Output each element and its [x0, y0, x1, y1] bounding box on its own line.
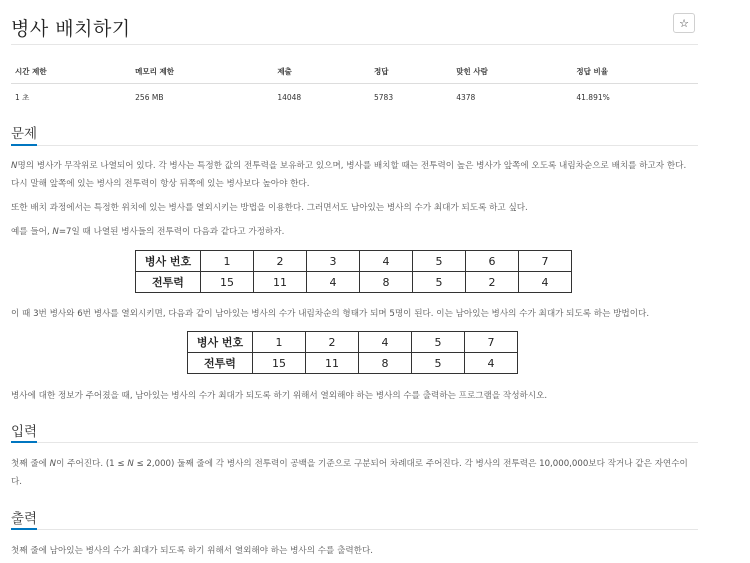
output-section-heading: 출력	[11, 511, 38, 527]
problem-title: 병사 배치하기	[11, 18, 131, 40]
table-cell: 5	[413, 272, 466, 293]
variable-n: N	[49, 459, 57, 469]
table-cell: 3	[307, 251, 360, 272]
table-cell: 2	[466, 272, 519, 293]
description-text: =7일 때 나열된 병사들의 전투력이 다음과 같다고 가정하자.	[58, 227, 285, 237]
table-cell: 5	[412, 353, 465, 374]
table-cell: 6	[466, 251, 519, 272]
table-cell: 4	[359, 332, 412, 353]
description-paragraph-1	[11, 158, 696, 193]
input-text: 이 주어진다. (1 ≤	[56, 459, 128, 469]
info-value-submissions[interactable]: 14048	[277, 93, 302, 102]
table-cell: 5	[413, 251, 466, 272]
problem-section-heading: 문제	[11, 126, 38, 142]
table-row-label: 전투력	[188, 353, 253, 374]
description-text: 명의 병사가 무작위로 나열되어 있다. 각 병사는 특정한 값의 전투력을 보유하고 있으며, 병사를 배치할 때는 전투력이 높은 병사가 앞쪽에 오도록 내림차순으로 배치를 하고자 한다. 다시 말해 앞쪽에 있는 병사의 전투력이 항상 뒤쪽에 있는 병사보다 높아야 한다.	[11, 161, 687, 189]
info-header: 시간 제한	[11, 63, 131, 84]
input-text: ≤ 2,000) 둘째 줄에 각 병사의 전투력이 공백을 기준으로 구분되어 차례대로 주어진다. 각 병사의 전투력은 10,000,000보다 작거나 같은 자연수이다.	[11, 459, 688, 487]
table-cell: 4	[307, 272, 360, 293]
table-cell: 1	[253, 332, 306, 353]
info-header: 맞힌 사람	[452, 63, 572, 84]
table-cell: 15	[253, 353, 306, 374]
example-table-before	[135, 250, 572, 293]
table-cell: 8	[360, 272, 413, 293]
section-accent-bar	[11, 528, 37, 530]
table-cell: 11	[306, 353, 359, 374]
info-header: 정답 비율	[572, 63, 698, 84]
example-table-after	[187, 331, 518, 374]
output-description: 첫째 줄에 남아있는 병사의 수가 최대가 되도록 하기 위해서 열외해야 하는 병사의 수를 출력한다.	[11, 546, 374, 556]
table-row-label: 전투력	[136, 272, 201, 293]
table-cell: 2	[306, 332, 359, 353]
info-header: 제출	[273, 63, 370, 84]
table-cell: 2	[254, 251, 307, 272]
section-divider	[11, 442, 698, 443]
section-divider	[11, 145, 698, 146]
table-cell: 1	[201, 251, 254, 272]
table-cell: 15	[201, 272, 254, 293]
table-row-label: 병사 번호	[188, 332, 253, 353]
star-icon: ☆	[679, 16, 689, 30]
section-accent-bar	[11, 144, 37, 146]
info-value-ratio: 41.891%	[576, 93, 610, 102]
variable-n: N	[11, 161, 18, 171]
input-text: 첫째 줄에	[11, 459, 50, 469]
problem-info-table	[11, 63, 698, 107]
description-paragraph-5: 병사에 대한 정보가 주어졌을 때, 남아있는 병사의 수가 최대가 되도록 하기 위해서 열외해야 하는 병사의 수를 출력하는 프로그램을 작성하시오.	[11, 391, 548, 401]
description-text: 예를 들어,	[11, 227, 53, 237]
description-paragraph-4: 이 때 3번 병사와 6번 병사를 열외시키면, 다음과 같이 남아있는 병사의 수가 내림차순의 형태가 되며 5명이 된다. 이는 남아있는 병사의 수가 최대가 되도록 하는 방법이다.	[11, 309, 650, 319]
info-header: 메모리 제한	[131, 63, 273, 84]
description-paragraph-2: 또한 배치 과정에서는 특정한 위치에 있는 병사를 열외시키는 방법을 이용한다. 그러면서도 남아있는 병사의 수가 최대가 되도록 하고 싶다.	[11, 203, 528, 213]
section-accent-bar	[11, 441, 37, 443]
description-paragraph-3	[11, 224, 696, 242]
input-section-heading: 입력	[11, 424, 38, 440]
table-cell: 4	[360, 251, 413, 272]
info-header: 정답	[370, 63, 452, 84]
table-cell: 4	[465, 353, 518, 374]
star-button[interactable]	[673, 13, 695, 33]
table-cell: 11	[254, 272, 307, 293]
header-divider	[11, 44, 698, 45]
table-cell: 7	[465, 332, 518, 353]
info-value-memory-limit: 256 MB	[135, 93, 164, 102]
variable-n: N	[127, 459, 134, 469]
info-value-accepted[interactable]: 5783	[374, 93, 394, 102]
table-cell: 4	[519, 272, 572, 293]
table-cell: 7	[519, 251, 572, 272]
info-value-solvers[interactable]: 4378	[456, 93, 476, 102]
table-cell: 8	[359, 353, 412, 374]
table-row-label: 병사 번호	[136, 251, 201, 272]
input-description	[11, 456, 696, 491]
table-cell: 5	[412, 332, 465, 353]
variable-n: N	[52, 227, 59, 237]
section-divider	[11, 529, 698, 530]
info-value-time-limit: 1 초	[15, 93, 30, 102]
